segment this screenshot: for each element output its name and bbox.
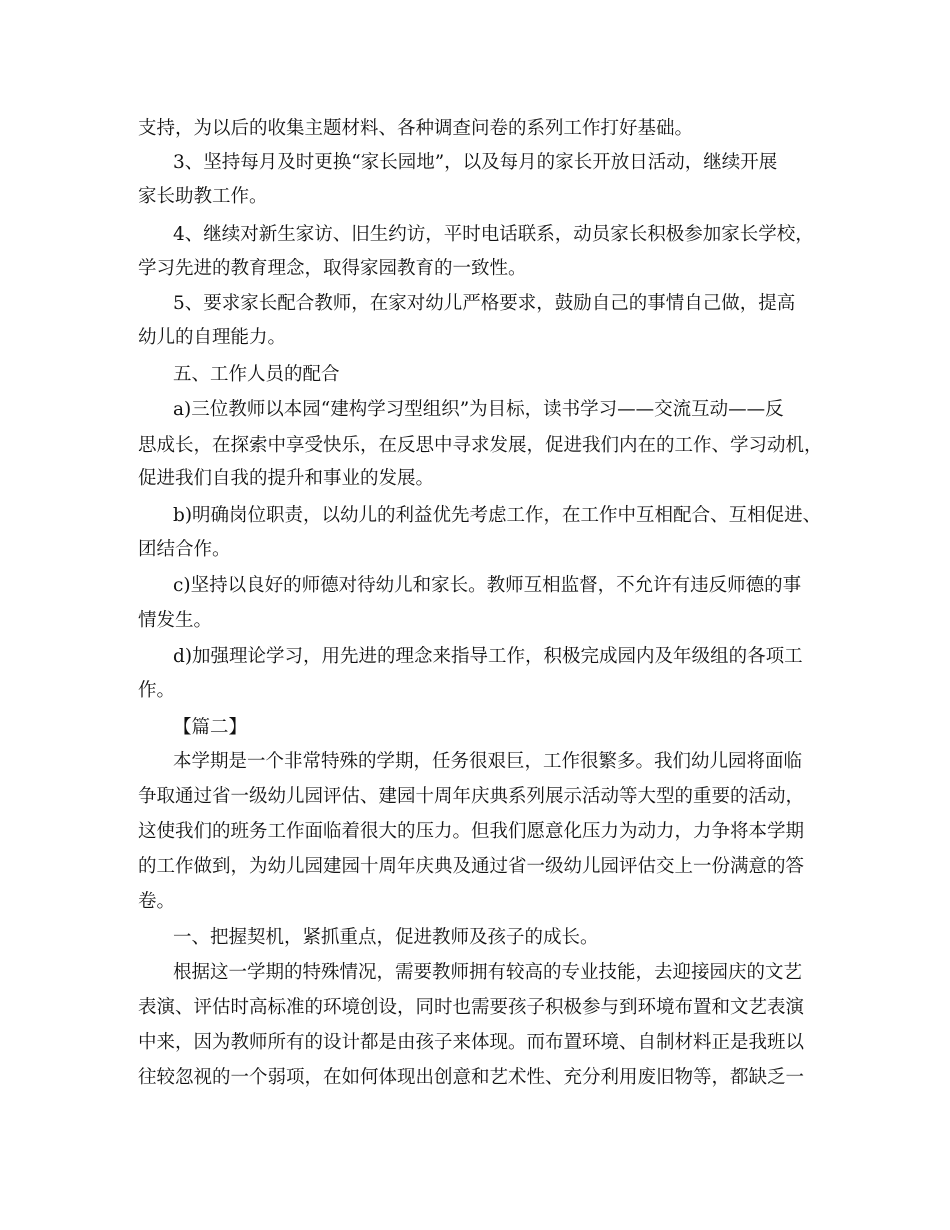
text-line: 情发生。 <box>138 610 213 631</box>
section-heading: 五、工作人员的配合 <box>173 364 340 385</box>
text-line: 争取通过省一级幼儿园评估、建园十周年庆典系列展示活动等大型的重要的活动， <box>138 786 805 807</box>
section-heading: 一、把握契机，紧抓重点，促进教师及孩子的成长。 <box>173 927 599 948</box>
text-line: 4、继续对新生家访、旧生约访，平时电话联系，动员家长积极参加家长学校， <box>173 224 814 245</box>
section-heading: 【篇二】 <box>173 717 248 738</box>
text-line: 学习先进的教育理念，取得家园教育的一致性。 <box>138 258 527 279</box>
text-line: 本学期是一个非常特殊的学期，任务很艰巨，工作很繁多。我们幼儿园将面临 <box>173 751 803 772</box>
text-line: b)明确岗位职责，以幼儿的利益优先考虑工作，在工作中互相配合、互相促进、 <box>173 505 822 526</box>
text-line: 作。 <box>138 680 176 701</box>
text-line: 卷。 <box>138 891 176 912</box>
text-line: 往较忽视的一个弱项，在如何体现出创意和艺术性、充分利用废旧物等，都缺乏一 <box>138 1067 805 1088</box>
text-line: 团结合作。 <box>138 539 231 560</box>
text-line: 3、坚持每月及时更换“家长园地”，以及每月的家长开放日活动，继续开展 <box>173 152 778 173</box>
text-line: 根据这一学期的特殊情况，需要教师拥有较高的专业技能，去迎接园庆的文艺 <box>173 962 803 983</box>
text-line: 支持，为以后的收集主题材料、各种调查问卷的系列工作打好基础。 <box>138 118 694 139</box>
text-line: c)坚持以良好的师德对待幼儿和家长。教师互相监督，不允许有违反师德的事 <box>173 575 802 596</box>
text-line: 思成长，在探索中享受快乐，在反思中寻求发展，促进我们内在的工作、学习动机， <box>138 435 823 456</box>
text-line: 幼儿的自理能力。 <box>138 327 287 348</box>
text-line: 5、要求家长配合教师，在家对幼儿严格要求，鼓励自己的事情自己做，提高 <box>173 293 796 314</box>
text-line: 表演、评估时高标准的环境创设，同时也需要孩子积极参与到环境布置和文艺表演 <box>138 997 805 1018</box>
text-line: 家长助教工作。 <box>138 186 268 207</box>
text-line: 中来，因为教师所有的设计都是由孩子来体现。而布置环境、自制材料正是我班以 <box>138 1032 805 1053</box>
text-line: d)加强理论学习，用先进的理念来指导工作，积极完成园内及年级组的各项工 <box>173 646 803 667</box>
text-line: 这使我们的班务工作面临着很大的压力。但我们愿意化压力为动力，力争将本学期 <box>138 821 805 842</box>
text-line: a)三位教师以本园“建构学习型组织”为目标，读书学习——交流互动——反 <box>173 399 784 420</box>
text-line: 的工作做到，为幼儿园建园十周年庆典及通过省一级幼儿园评估交上一份满意的答 <box>138 856 805 877</box>
text-line: 促进我们自我的提升和事业的发展。 <box>138 468 435 489</box>
